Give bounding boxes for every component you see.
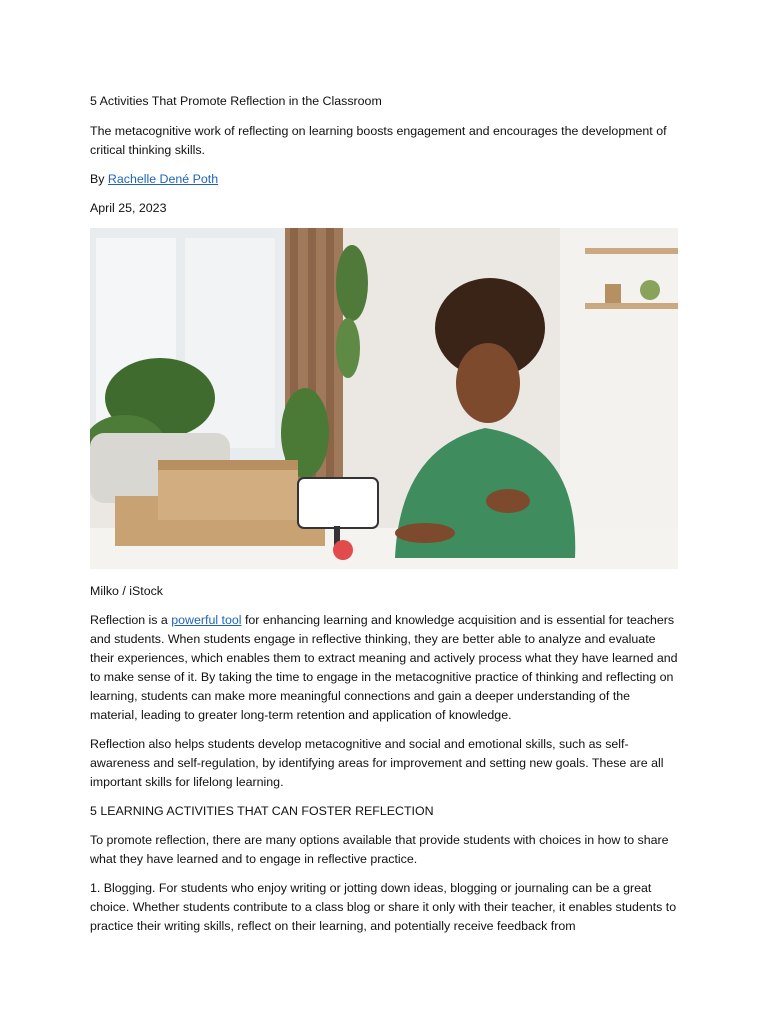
article-title: 5 Activities That Promote Reflection in the Classroom [90,94,382,108]
publish-date: April 25, 2023 [90,201,167,215]
byline-prefix: By [90,172,108,186]
article-subtitle: The metacognitive work of reflecting on learning boosts engagement and encourages the development of critical thinking skills. [90,124,667,157]
section-heading: 5 LEARNING ACTIVITIES THAT CAN FOSTER REFLECTION [90,804,434,818]
paragraph-options: To promote reflection, there are many options available that provide students with choices in how to share what they have learned and to engage in reflective practice. [90,833,669,866]
byline [90,170,678,189]
classroom-photo [90,228,678,569]
powerful-tool-link[interactable]: powerful tool [171,613,242,627]
paragraph-skills: Reflection also helps students develop metacognitive and social and emotional skills, such as self-awareness and self-regulation, by identifying areas for improvement and setting new goals. These are all important skills for lifelong learning. [90,737,664,789]
paragraph-intro [90,611,678,725]
paragraph-intro-rest: for enhancing learning and knowledge acquisition and is essential for teachers and students. When students engage in reflective thinking, they are better able to analyze and evaluate their experiences, which enables them to extract meaning and actively process what they have learned and to make sense of it. By taking the time to engage in the metacognitive practice of thinking and reflecting on learning, students can make more meaningful connections and gain a deeper understanding of the material, leading to greater long-term retention and application of knowledge. [90,613,678,722]
paragraph-intro-start: Reflection is a [90,613,172,627]
image-caption: Milko / iStock [90,584,163,598]
author-link[interactable]: Rachelle Dené Poth [107,172,219,186]
article [90,92,678,936]
hero-image [90,228,678,569]
paragraph-blogging: 1. Blogging. For students who enjoy writing or jotting down ideas, blogging or journaling can be a great choice. Whether students contribute to a class blog or share it only with their teacher, it enables students to practice their writing skills, reflect on their learning, and potentially receive feedback from [90,881,677,933]
